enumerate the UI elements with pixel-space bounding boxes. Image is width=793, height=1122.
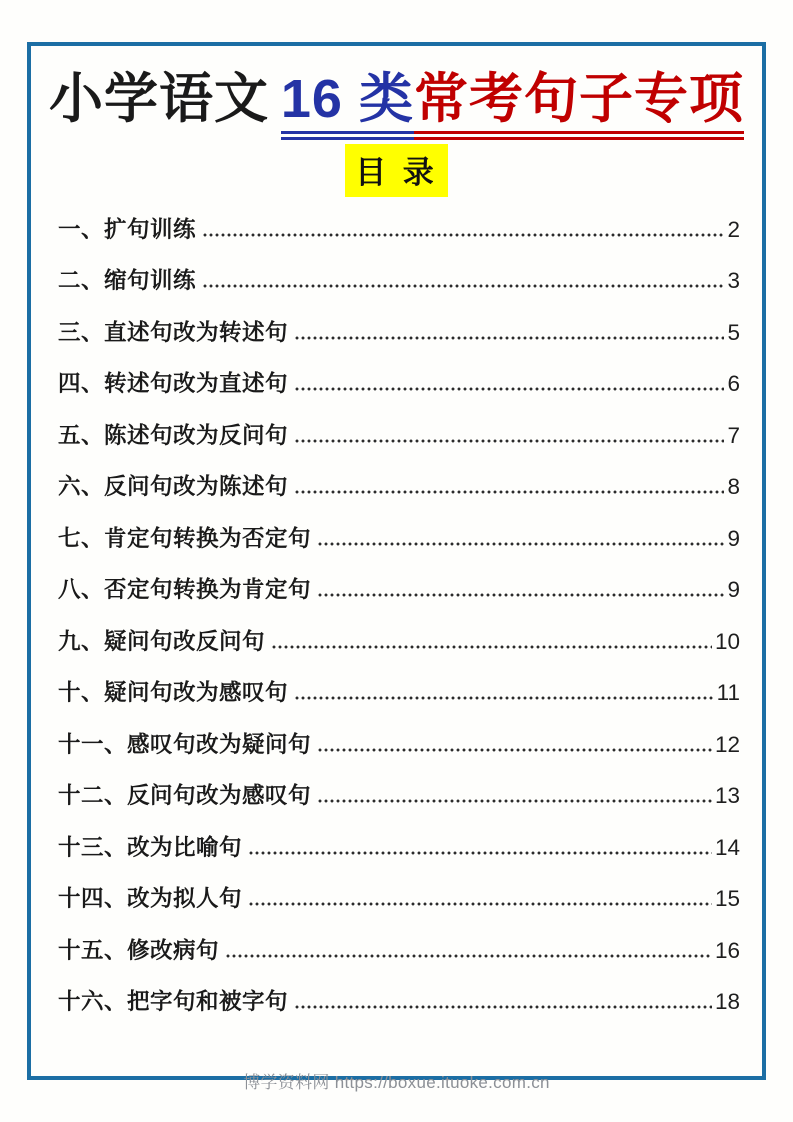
page-border-frame xyxy=(27,42,766,1080)
title-part-subject: 小学语文 xyxy=(49,69,270,129)
footer-watermark xyxy=(0,1068,793,1093)
toc-row xyxy=(58,215,740,245)
toc-entry-label: 十、疑问句改为感叹句 xyxy=(58,680,289,705)
toc-entry-page: 6 xyxy=(727,371,740,396)
toc-entry-page: 2 xyxy=(727,216,740,242)
dot-leader xyxy=(318,748,712,752)
toc-entry-page: 3 xyxy=(727,268,740,293)
dot-leader xyxy=(203,284,724,288)
toc-row xyxy=(58,781,740,811)
dot-leader xyxy=(295,696,714,700)
toc-entry-page: 16 xyxy=(714,937,740,963)
toc-row xyxy=(58,884,740,914)
dot-leader xyxy=(318,799,712,803)
toc-entry-label: 十六、把字句和被字句 xyxy=(58,989,289,1014)
toc-entry-label: 十一、感叹句改为疑问句 xyxy=(58,731,312,757)
dot-leader xyxy=(295,336,724,340)
toc-row xyxy=(58,318,740,348)
dot-leader xyxy=(318,593,724,597)
toc-entry-page: 7 xyxy=(727,422,740,448)
toc-row xyxy=(58,730,740,760)
toc-entry-page: 8 xyxy=(727,474,740,499)
dot-leader xyxy=(249,902,712,906)
toc-row xyxy=(58,627,740,657)
toc-row xyxy=(58,472,740,502)
toc-entry-page: 11 xyxy=(716,680,740,705)
toc-entry-label: 二、缩句训练 xyxy=(58,268,197,293)
title-part-topic: 常考句子专项 xyxy=(414,69,744,140)
toc-entry-page: 18 xyxy=(714,989,740,1014)
toc-row xyxy=(58,421,740,451)
toc-entry-page: 10 xyxy=(714,628,740,654)
toc-row xyxy=(58,524,740,554)
toc-entry-label: 六、反问句改为陈述句 xyxy=(58,474,289,499)
dot-leader xyxy=(295,387,724,391)
toc-entry-label: 一、扩句训练 xyxy=(58,216,197,242)
dot-leader xyxy=(226,954,712,958)
toc-entry-label: 十五、修改病句 xyxy=(58,937,220,963)
toc-row xyxy=(58,266,740,296)
toc-entry-page: 13 xyxy=(714,783,740,808)
toc-list xyxy=(31,215,762,1018)
toc-entry-label: 十二、反问句改为感叹句 xyxy=(58,783,312,808)
dot-leader xyxy=(318,542,724,546)
toc-entry-label: 十四、改为拟人句 xyxy=(58,886,243,911)
footer-text: 博学资料网 https://boxue.ituoke.com.cn xyxy=(243,1073,550,1092)
toc-entry-page: 9 xyxy=(727,525,740,551)
toc-entry-label: 八、否定句转换为肯定句 xyxy=(58,577,312,602)
toc-row xyxy=(58,678,740,708)
dot-leader xyxy=(272,645,712,649)
toc-entry-label: 七、肯定句转换为否定句 xyxy=(58,525,312,551)
toc-entry-page: 5 xyxy=(727,319,740,345)
dot-leader xyxy=(203,233,724,237)
toc-entry-page: 12 xyxy=(714,731,740,757)
toc-entry-label: 十三、改为比喻句 xyxy=(58,834,243,860)
toc-entry-page: 15 xyxy=(714,886,740,911)
dot-leader xyxy=(249,851,712,855)
dot-leader xyxy=(295,439,724,443)
toc-row xyxy=(58,987,740,1017)
toc-entry-page: 9 xyxy=(727,577,740,602)
toc-entry-label: 四、转述句改为直述句 xyxy=(58,371,289,396)
toc-row xyxy=(58,369,740,399)
toc-row xyxy=(58,833,740,863)
dot-leader xyxy=(295,1005,712,1009)
toc-row xyxy=(58,575,740,605)
toc-row xyxy=(58,936,740,966)
toc-entry-page: 14 xyxy=(714,834,740,860)
page-title xyxy=(41,66,752,134)
toc-entry-label: 九、疑问句改反问句 xyxy=(58,628,266,654)
toc-entry-label: 五、陈述句改为反问句 xyxy=(58,422,289,448)
toc-entry-label: 三、直述句改为转述句 xyxy=(58,319,289,345)
dot-leader xyxy=(295,490,724,494)
toc-heading-wrap xyxy=(31,144,762,197)
title-part-count: 16 类 xyxy=(281,69,414,140)
toc-heading: 目 录 xyxy=(345,144,448,197)
